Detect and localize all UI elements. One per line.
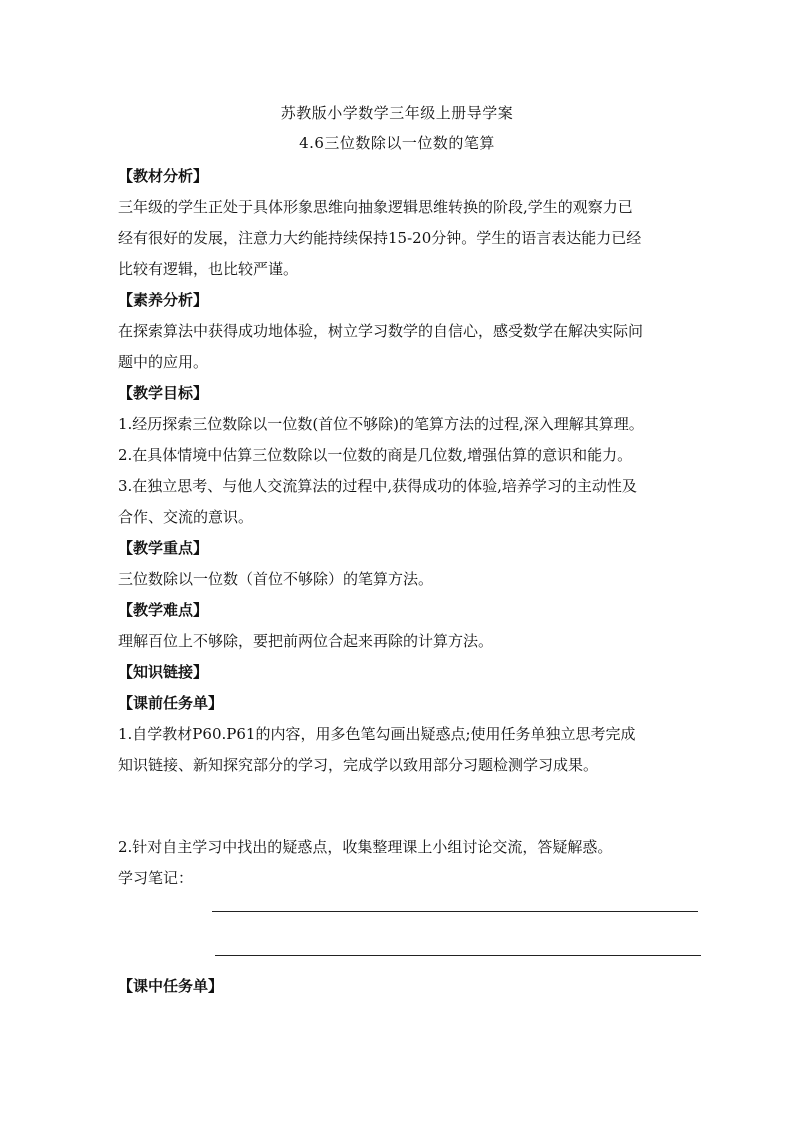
heading-in-class-tasks: 【课中任务单】 xyxy=(118,977,224,995)
heading-literacy-analysis: 【素养分析】 xyxy=(118,291,209,309)
paragraph-line: 比较有逻辑，也比较严谨。 xyxy=(118,260,299,278)
paragraph-line: 三位数除以一位数（首位不够除）的笔算方法。 xyxy=(118,570,434,588)
goal-item: 3.在独立思考、与他人交流算法的过程中,获得成功的体验,培养学习的主动性及 xyxy=(118,477,637,495)
paragraph-line: 题中的应用。 xyxy=(118,353,209,371)
spacer xyxy=(118,781,680,832)
heading-textbook-analysis: 【教材分析】 xyxy=(118,167,209,185)
document-body xyxy=(118,161,680,894)
document-title: 苏教版小学数学三年级上册导学案 xyxy=(280,104,514,122)
notes-label: 学习笔记： xyxy=(118,869,194,887)
goal-item: 2.在具体情境中估算三位数除以一位数的商是几位数,增强估算的意识和能力。 xyxy=(118,446,633,464)
goal-item: 合作、交流的意识。 xyxy=(118,508,254,526)
heading-knowledge-link: 【知识链接】 xyxy=(118,663,209,681)
task-item: 2.针对自主学习中找出的疑惑点，收集整理课上小组讨论交流，答疑解惑。 xyxy=(118,838,613,856)
task-item: 1.自学教材P60.P61的内容，用多色笔勾画出疑惑点;使用任务单独立思考完成 xyxy=(118,725,636,743)
goal-item: 1.经历探索三位数除以一位数(首位不够除)的笔算方法的过程,深入理解其算理。 xyxy=(118,415,644,433)
lesson-title: 4.6三位数除以一位数的笔算 xyxy=(299,134,495,152)
heading-pre-class-tasks: 【课前任务单】 xyxy=(118,694,224,712)
paragraph-line: 理解百位上不够除，要把前两位合起来再除的计算方法。 xyxy=(118,632,494,650)
heading-key-points: 【教学重点】 xyxy=(118,539,209,557)
heading-difficulties: 【教学难点】 xyxy=(118,601,209,619)
paragraph-line: 三年级的学生正处于具体形象思维向抽象逻辑思维转换的阶段,学生的观察力已 xyxy=(118,198,633,216)
notes-writing-line xyxy=(212,911,698,912)
paragraph-line: 经有很好的发展，注意力大约能持续保持15-20分钟。学生的语言表达能力已经 xyxy=(118,229,642,247)
paragraph-line: 在探索算法中获得成功地体验，树立学习数学的自信心，感受数学在解决实际问 xyxy=(118,322,644,340)
notes-writing-line xyxy=(215,955,701,956)
heading-teaching-goals: 【教学目标】 xyxy=(118,384,209,402)
task-item: 知识链接、新知探究部分的学习，完成学以致用部分习题检测学习成果。 xyxy=(118,756,599,774)
